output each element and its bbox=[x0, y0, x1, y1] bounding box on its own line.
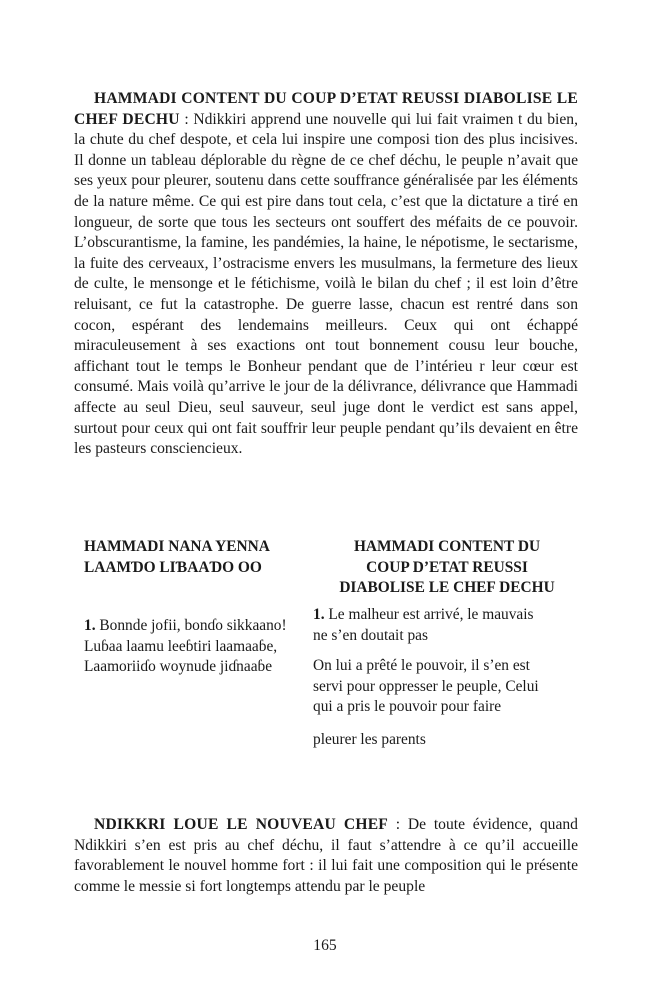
right-title-line: HAMMADI CONTENT DU bbox=[353, 538, 541, 555]
verse-line: pleurer les parents bbox=[313, 731, 426, 748]
verse-line: Le malheur est arrivé, le mauvais bbox=[324, 606, 534, 623]
paragraph-text: : De toute évidence, quand Ndikkiri s’en est pris au chef déchu, il faut s’attendre à ce qu’il accueille favorablement le nouvel homme fort : il lui fait une composition qui le présente comme le messie si fort longtemps attendu par le peuple bbox=[74, 816, 578, 895]
intro-paragraph bbox=[74, 89, 578, 460]
section-heading: HAMMADI CONTENT DU COUP D’ETAT REUSSI DIABOLISE LE CHEF DECHU bbox=[74, 90, 578, 128]
verse-line: qui a pris le pouvoir pour faire bbox=[313, 698, 502, 715]
poem-left-title bbox=[84, 537, 316, 578]
verse-number: 1. bbox=[84, 617, 96, 634]
poem-left-verse bbox=[84, 616, 320, 678]
verse-line: servi pour oppresser le peuple, Celui bbox=[313, 677, 539, 695]
left-title-line: LAAMƊO LIƁAAƊO OO bbox=[84, 558, 262, 576]
verse-line: Bonnde jofii, bonɗo sikkaano! bbox=[95, 617, 287, 634]
verse-number: 1. bbox=[313, 606, 325, 623]
verse-line: On lui a prêté le pouvoir, il s’en est bbox=[313, 657, 530, 674]
verse-line: Laamoriiɗo woynude jiɗnaaɓe bbox=[84, 658, 273, 675]
poem-right-verse-cont bbox=[313, 656, 575, 718]
paragraph-text: : Ndikkiri apprend une nouvelle qui lui fait vraimen t du bien, la chute du chef despote, et cela lui inspire une composi tion des plus incisives. Il donne un tableau déplorable du règne de ce chef déchu, le peuple n’avait que ses yeux pour pleurer, soutenu dans cette souffrance généralisée par les éléments de la nature même. Ce qui est pire dans tout cela, c’est que la dictature a tiré en longueur, de sorte que tous les secteurs ont souffert des méfaits de ce pouvoir. L’obscurantisme, la famine, les pandémies, la haine, le népotisme, le sectarisme, la fuite des cerveaux, l’ostracisme envers les musulmans, la fermeture des lieux de culte, le mensonge et le fétichisme, voilà le bilan du chef ; il est loin d’être reluisant, ce fut la catastrophe. De guerre lasse, chacun est rentré dans son cocon, espérant des lendemains meilleurs. Ceux qui ont échappé miraculeusement à ses exactions ont tout bonnement cousu leur bouche, affichant tout le temps le Bonheur pendant que de l’intérieu r leur cœur est consumé. Mais voilà qu’arrive le jour de la délivrance, délivrance que Hammadi affecte au seul Dieu, seul sauveur, seul juge dont le verdict est sans appel, surtout pour ceux qui ont fait souffrir leur peuple pendant qu’ils devaient en être les pasteurs consciencieux. bbox=[74, 110, 578, 458]
right-title-line: DIABOLISE LE CHEF DECHU bbox=[339, 579, 555, 596]
verse-line: ne s’en doutait pas bbox=[313, 626, 428, 644]
page-number: 165 bbox=[313, 937, 337, 954]
poem-right-title bbox=[313, 537, 581, 599]
right-title-line: COUP D’ETAT REUSSI bbox=[366, 558, 528, 576]
section-heading: NDIKKRI LOUE LE NOUVEAU CHEF bbox=[94, 816, 389, 833]
poem-right-verse-end bbox=[313, 730, 575, 751]
closing-paragraph bbox=[74, 815, 578, 897]
left-title-line: HAMMADI NANA YENNA bbox=[84, 538, 270, 555]
poem-right-verse bbox=[313, 605, 575, 646]
verse-line: Luɓaa laamu leeɓtiri laamaaɓe, bbox=[84, 637, 278, 655]
